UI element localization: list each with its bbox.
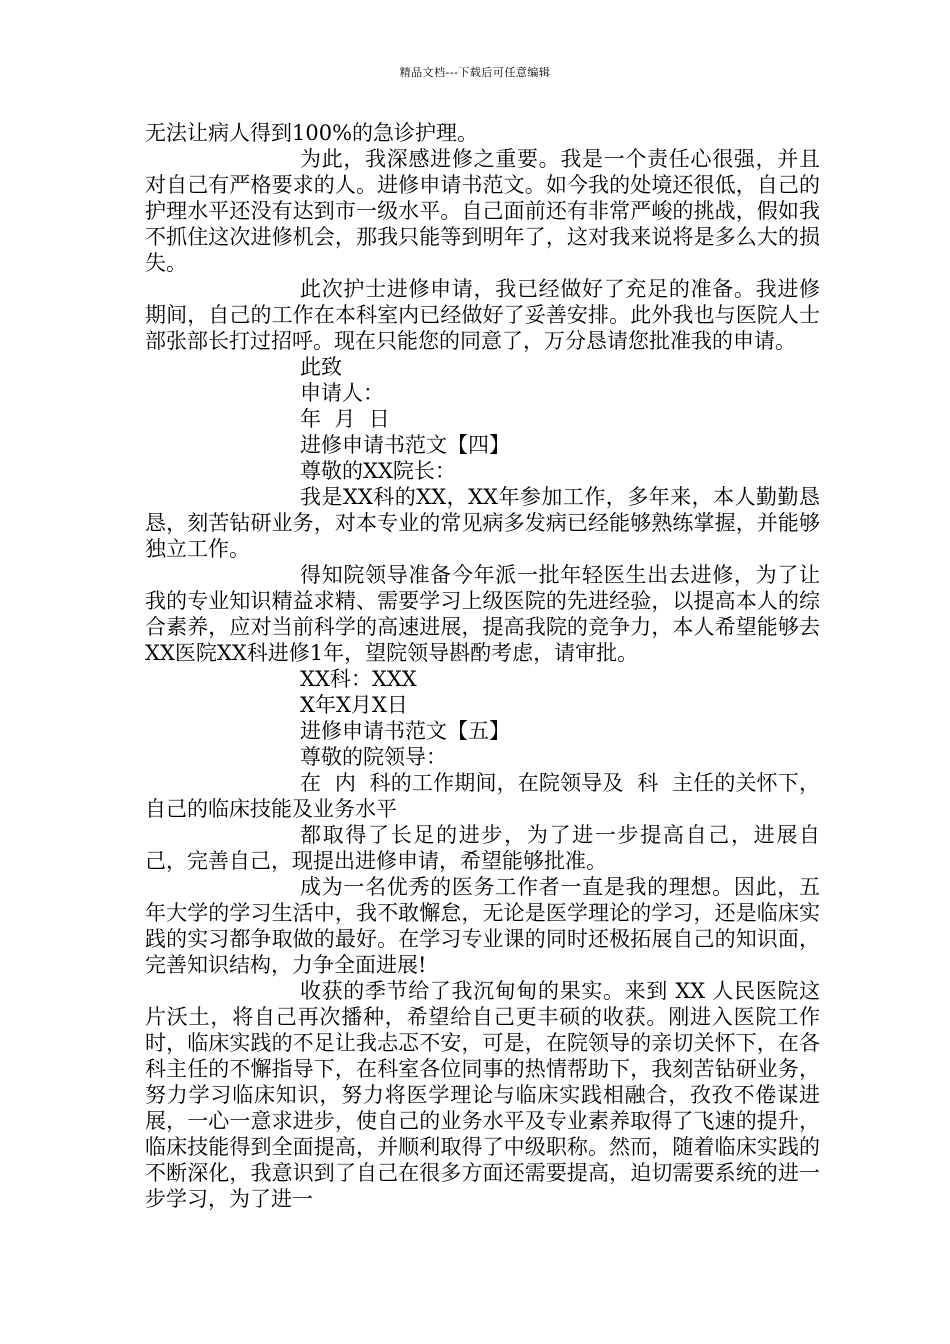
paragraph-6: 在 内 科的工作期间，在院领导及 科 主任的关怀下，自己的临床技能及业务水平 [145,771,820,821]
document-body [145,120,820,1212]
paragraph-4: 我是XX科的XX，XX年参加工作，多年来，本人勤勤恳恳，刻苦钻研业务，对本专业的常见病多发病已经能够熟练掌握，并能够独立工作。 [145,485,820,561]
section-4-title: 进修申请书范文【四】 [300,433,510,457]
applicant-line: 申请人： [300,381,384,405]
section-5-title: 进修申请书范文【五】 [300,719,510,743]
section-4-salutation: 尊敬的XX院长： [300,459,456,483]
paragraph-8: 成为一名优秀的医务工作者一直是我的理想。因此，五年大学的学习生活中，我不敢懈怠，无论是医学理论的学习，还是临床实践的实习都争取做的最好。在学习专业课的同时还极拓展自己的知识面，完善知识结构，力争全面进展! [145,875,820,977]
paragraph-3: 此次护士进修申请，我已经做好了充足的准备。我进修期间，自己的工作在本科室内已经做好了妥善安排。此外我也与医院人士部张部长打过招呼。现在只能您的同意了，万分恳请您批准我的申请。 [145,277,820,353]
date-line: 年 月 日 [300,407,390,431]
signature-date: X年X月X日 [300,693,408,717]
closing-line: 此致 [300,355,342,379]
signature-dept: XX科：XXX [300,667,417,691]
paragraph-9: 收获的季节给了我沉甸甸的果实。来到 XX 人民医院这片沃土，将自己再次播种，希望给自己更丰硕的收获。刚进入医院工作时，临床实践的不足让我忐忑不安，可是，在院领导的亲切关怀下，在各科主任的不懈指导下，在科室各位同事的热情帮助下，我刻苦钻研业务，努力学习临床知识，努力将医学理论与临床实践相融合，孜孜不倦谋进展，一心一意求进步，使自己的业务水平及专业素养取得了飞速的提升，临床技能得到全面提高，并顺利取得了中级职称。然而，随着临床实践的不断深化，我意识到了自己在很多方面还需要提高，迫切需要系统的进一步学习，为了进一 [145,979,820,1211]
paragraph-1: 无法让病人得到100%的急诊护理。 [145,121,479,145]
paragraph-7: 都取得了长足的进步，为了进一步提高自己，进展自己，完善自己，现提出进修申请，希望能够批准。 [145,823,820,873]
page-header: 精品文档---下载后可任意编辑 [399,66,551,79]
paragraph-2: 为此，我深感进修之重要。我是一个责任心很强，并且对自己有严格要求的人。进修申请书范文。如今我的处境还很低，自己的护理水平还没有达到市一级水平。自己面前还有非常严峻的挑战，假如我不抓住这次进修机会，那我只能等到明年了，这对我来说将是多么大的损失。 [145,147,820,275]
section-5-salutation: 尊敬的院领导： [300,745,447,769]
paragraph-5: 得知院领导准备今年派一批年轻医生出去进修，为了让我的专业知识精益求精、需要学习上级医院的先进经验，以提高本人的综合素养，应对当前科学的高速进展，提高我院的竞争力，本人希望能够去XX医院XX科进修1年，望院领导斟酌考虑，请审批。 [145,563,820,665]
